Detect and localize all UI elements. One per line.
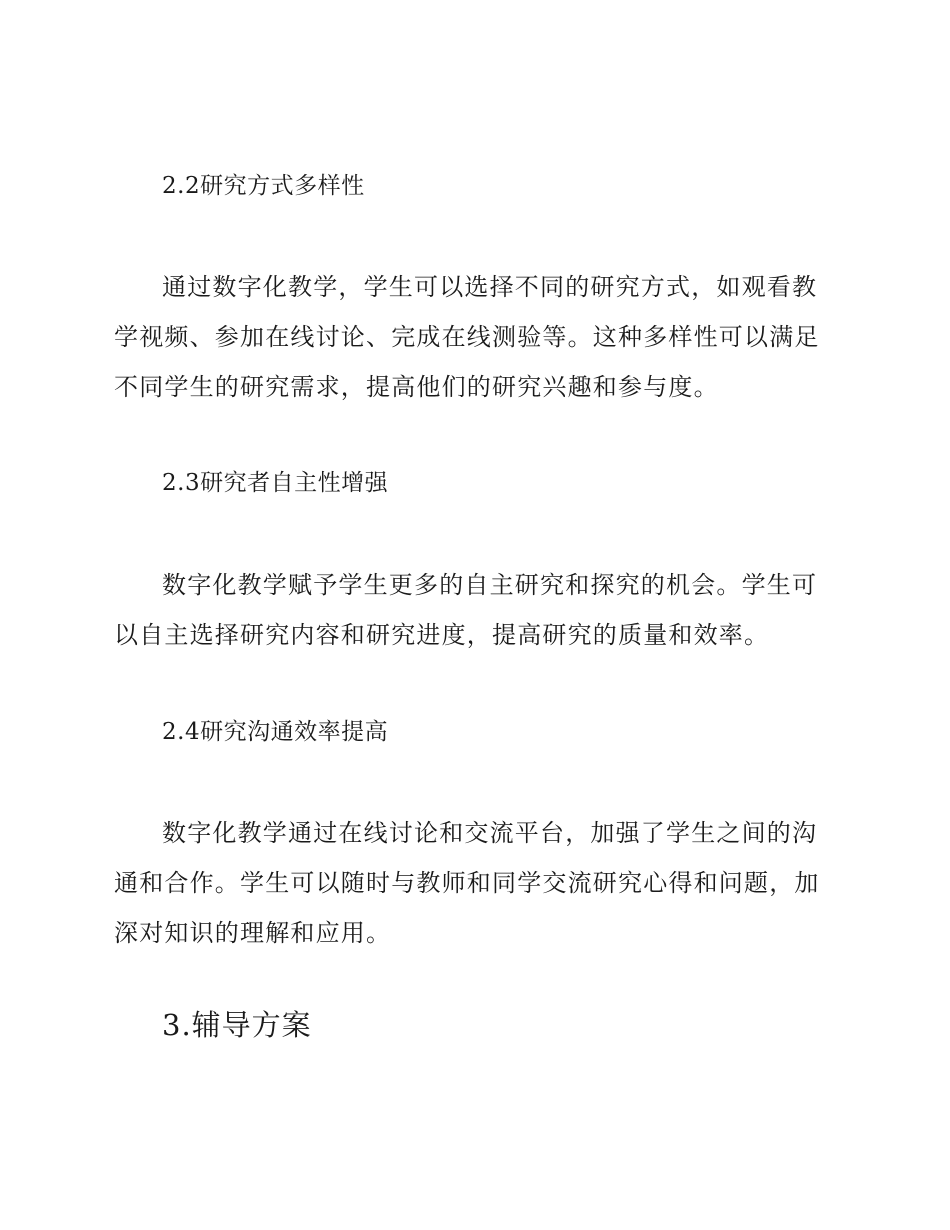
paragraph-2-2: 通过数字化教学，学生可以选择不同的研究方式，如观看教学视频、参加在线讨论、完成在线测验等。这种多样性可以满足不同学生的研究需求，提高他们的研究兴趣和参与度。 <box>114 273 820 401</box>
subheading-2-4: 2.4研究沟通效率提高 <box>162 719 389 745</box>
subheading-2-2: 2.2研究方式多样性 <box>162 173 365 199</box>
paragraph-2-4: 数字化教学通过在线讨论和交流平台，加强了学生之间的沟通和合作。学生可以随时与教师和同学交流研究心得和问题，加深对知识的理解和应用。 <box>114 819 820 947</box>
subheading-2-3: 2.3研究者自主性增强 <box>162 470 389 496</box>
section-heading-3: 3.辅导方案 <box>162 1008 312 1042</box>
paragraph-2-3: 数字化教学赋予学生更多的自主研究和探究的机会。学生可以自主选择研究内容和研究进度，提高研究的质量和效率。 <box>114 571 818 649</box>
